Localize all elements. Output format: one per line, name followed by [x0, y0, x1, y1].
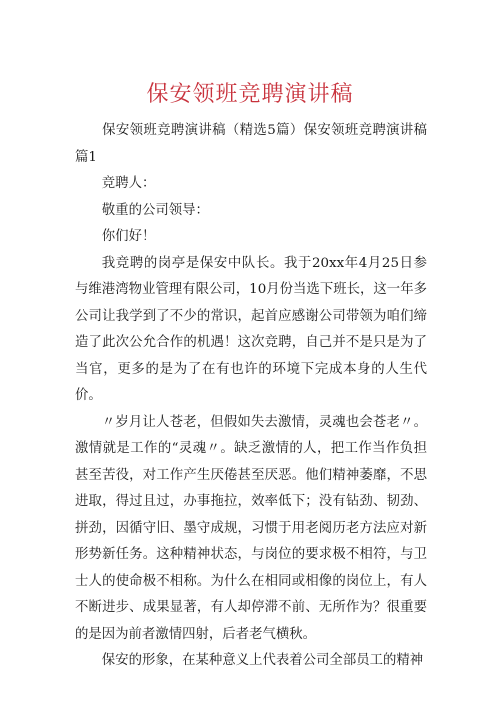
document-title: 保安领班竞聘演讲稿: [146, 82, 354, 107]
salutation-leaders: 敬重的公司领导：: [101, 202, 209, 218]
subtitle-text: 保安领班竞聘演讲稿（精选5篇）保安领班竞聘演讲稿篇1: [75, 123, 427, 165]
salutation-greeting: 你们好！: [101, 229, 156, 244]
paragraph-intro: 我竞聘的岗亭是保安中队长。我于20xx年4月25日参与维港湾物业管理有限公司，10月份当选下班长，这一年多公司让我学到了不少的常识，起首应感谢公司带领为咱们缔造了此次公允合作的机遇！这次竞聘，自己并不是只是为了当官，更多的是为了在有也许的环境下完成本身的人生代价。: [75, 255, 427, 403]
paragraph-passion: 〃岁月让人苍老，但假如失去激情，灵魂也会苍老〃。激情就是工作的“灵魂〃。缺乏激情的人，把工作当作负担甚至苦役，对工作产生厌倦甚至厌恶。他们精神萎靡，不思进取，得过且过，办事拖拉，效率低下；没有钻劲、韧劲、拼劲，因循守旧、墨守成规，习惯于用老阅历老方法应对新形势新任务。这种精神状态，与岗位的要求极不相符，与卫士人的使命极不相称。为什么在相同或相像的岗位上，有人不断进步、成果显著，有人却停滞不前、无所作为？很重要的是因为前者激情四射，后者老气横秋。: [75, 414, 427, 642]
subtitle-line: [75, 118, 427, 171]
paragraph-image: 保安的形象，在某种意义上代表着公司全部员工的精神: [101, 653, 424, 668]
document-body: [75, 118, 427, 675]
salutation-applicant: 竞聘人：: [101, 176, 156, 191]
